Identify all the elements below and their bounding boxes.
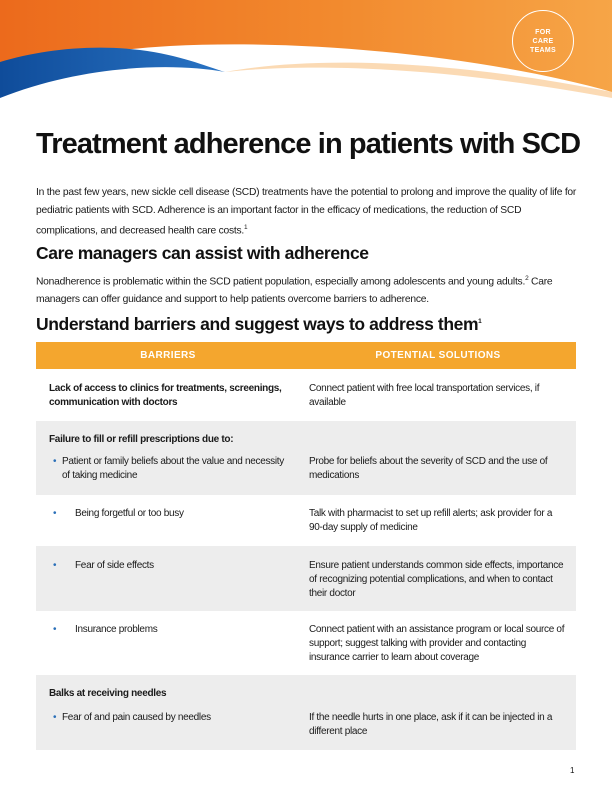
intro-text: In the past few years, new sickle cell disease (SCD) treatments have the potential to prolong and improve the quality of life for pediatric patients with SCD. Adherence is an important factor in the efficacy of medications, the reduction of SCD complications, and decreased health care costs. <box>36 187 577 237</box>
bullet-icon: • <box>53 456 57 467</box>
solution-text: Ensure patient understands common side effects, importance of recognizing potential complications, and when to contact their doctor <box>309 560 564 599</box>
solution-text: Probe for beliefs about the severity of SCD and the use of medications <box>309 456 548 481</box>
barriers-column-header: BARRIERS <box>140 350 196 361</box>
barrier-cell <box>36 382 298 421</box>
solution-text: Connect patient with an assistance program or local source of support; suggest talking with provider and contacting insurance carrier to learn about coverage <box>309 624 565 663</box>
intro-footnote-ref: 1 <box>244 224 248 231</box>
page-number: 1 <box>570 766 575 775</box>
care-managers-paragraph <box>36 270 584 308</box>
care-managers-footnote-ref: 2 <box>525 275 529 282</box>
badge-line-1: FOR <box>535 28 551 36</box>
barrier-cell <box>36 623 298 675</box>
bullet-icon: • <box>53 560 57 571</box>
barriers-heading <box>36 314 481 335</box>
header-banner <box>0 0 612 100</box>
care-managers-heading: Care managers can assist with adherence <box>36 243 369 263</box>
barrier-cell <box>36 559 298 611</box>
barrier-text: Lack of access to clinics for treatments, screenings, communication with doctors <box>49 383 282 408</box>
table-row <box>36 546 576 611</box>
table-row <box>36 369 576 421</box>
solution-text: Connect patient with free local transportation services, if available <box>309 383 540 408</box>
barrier-group-heading: Balks at receiving needles <box>49 688 167 699</box>
barrier-text: Insurance problems <box>75 624 158 635</box>
barrier-cell <box>36 507 298 546</box>
intro-paragraph <box>36 184 584 240</box>
care-managers-text-b: Care managers can offer guidance and support to help patients overcome barriers to adherence. <box>36 276 553 305</box>
solution-cell <box>298 559 576 611</box>
solution-cell <box>298 687 576 750</box>
care-managers-text-a: Nonadherence is problematic within the SCD patient population, especially among adolescents and young adults. <box>36 276 526 288</box>
barrier-text: Fear of side effects <box>75 560 154 571</box>
table-row-group-refills <box>36 421 576 495</box>
solution-text: If the needle hurts in one place, ask if it can be injected in a different place <box>309 712 553 737</box>
table-row <box>36 495 576 546</box>
bullet-icon: • <box>53 508 57 519</box>
bullet-icon: • <box>53 712 57 723</box>
barrier-cell <box>36 687 298 750</box>
barrier-text: Patient or family beliefs about the value and necessity of taking medicine <box>62 456 284 481</box>
solution-cell <box>298 507 576 546</box>
barrier-text: Being forgetful or too busy <box>75 508 184 519</box>
table-row-group-needles <box>36 675 576 750</box>
barriers-table <box>36 342 576 750</box>
solution-cell <box>298 433 576 495</box>
barrier-bullet-item <box>49 711 292 725</box>
badge-line-3: TEAMS <box>530 46 556 54</box>
table-row <box>36 611 576 675</box>
barrier-cell <box>36 433 298 495</box>
for-care-teams-badge <box>512 10 574 72</box>
solutions-column-header: POTENTIAL SOLUTIONS <box>375 350 501 361</box>
solution-cell <box>298 623 576 675</box>
barriers-heading-text: Understand barriers and suggest ways to address them <box>36 314 479 334</box>
barrier-bullet-item <box>49 455 292 483</box>
solution-cell <box>298 382 576 421</box>
barriers-footnote-ref: 1 <box>478 318 482 326</box>
barrier-group-heading: Failure to fill or refill prescriptions due to: <box>49 434 234 445</box>
page-title: Treatment adherence in patients with SCD <box>36 128 581 160</box>
bullet-icon: • <box>53 624 57 635</box>
solution-text: Talk with pharmacist to set up refill alerts; ask provider for a 90-day supply of medicine <box>309 508 553 533</box>
barrier-text: Fear of and pain caused by needles <box>62 712 211 723</box>
badge-line-2: CARE <box>532 37 554 45</box>
table-header <box>36 342 576 369</box>
